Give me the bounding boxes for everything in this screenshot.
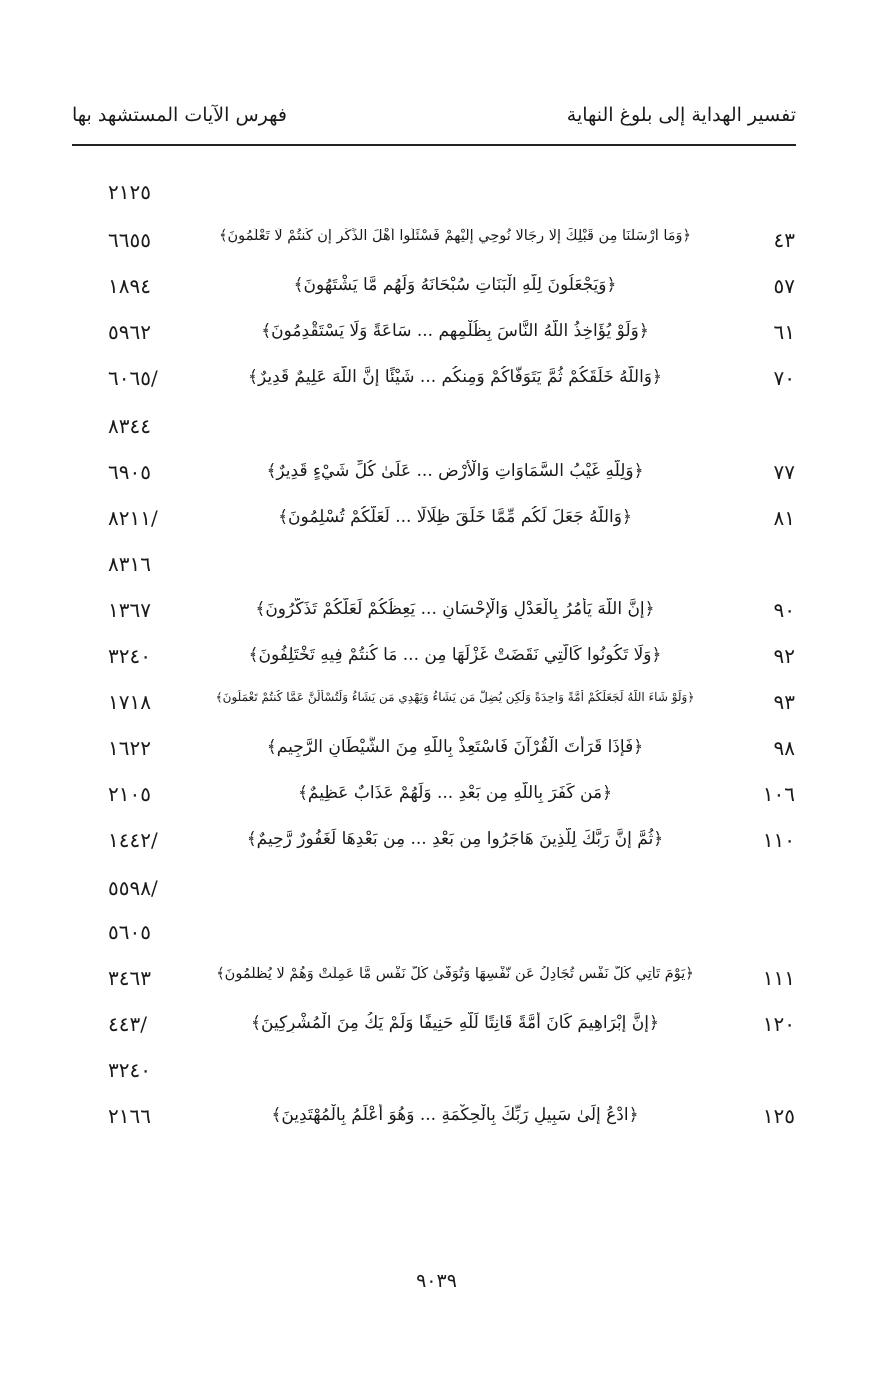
page-reference: ١٣٦٧: [108, 598, 151, 622]
page-reference: /١٤٤٢: [108, 828, 158, 852]
page-reference: ٥٦٠٥: [108, 920, 151, 944]
index-row: [0, 1012, 873, 1046]
index-row: [0, 1058, 873, 1092]
index-row: [0, 274, 873, 308]
index-row: [0, 1104, 873, 1138]
verse-text: ﴿وَيَجْعَلُونَ لِلَّهِ الْبَنَاتِ سُبْحَانَهُ وَلَهُم مَّا يَشْتَهُونَ﴾: [293, 275, 617, 295]
page-reference: ٨٣١٦: [108, 552, 151, 576]
verse-number: ٩٠: [773, 598, 795, 622]
running-header: [72, 104, 796, 134]
page-reference: ٨٣٤٤: [108, 414, 151, 438]
verse-text: ﴿وَاللَّهُ جَعَلَ لَكُم مِّمَّا خَلَقَ ظِلَالًا ... لَعَلَّكُمْ تُسْلِمُونَ﴾: [278, 507, 632, 527]
verse-text: ﴿وَلِلَّهِ غَيْبُ السَّمَاوَاتِ وَالْأَرْضِ ... عَلَىٰ كُلِّ شَيْءٍ قَدِيرٌ﴾: [266, 461, 644, 481]
index-row: [0, 736, 873, 770]
page-reference: /٦٠٦٥: [108, 366, 158, 390]
verse-number: ١١١: [762, 966, 795, 990]
verse-text: ﴿مَن كَفَرَ بِاللَّهِ مِن بَعْدِ ... وَلَهُمْ عَذَابٌ عَظِيمٌ﴾: [297, 783, 613, 803]
page-reference: ٥٩٦٢: [108, 320, 151, 344]
verse-text: ﴿وَلَوْ شَاءَ اللَّهُ لَجَعَلَكُمْ أُمَّةً وَاحِدَةً وَلَٰكِن يُضِلُّ مَن يَشَاءُ وَيَهْدِي مَن يَشَاءُ وَلَتُسْأَلُنَّ عَمَّا كُنتُمْ تَعْمَلُونَ﴾: [215, 690, 695, 704]
page-reference: /٤٤٣: [108, 1012, 147, 1036]
index-row: [0, 552, 873, 586]
verse-text: ﴿وَمَا أَرْسَلْنَا مِن قَبْلِكَ إِلَّا رِجَالًا نُوحِي إِلَيْهِمْ فَسْئَلُوا أَهْلَ الذِّكْرِ إِن كُنتُمْ لَا تَعْلَمُونَ﴾: [218, 228, 692, 244]
page-reference: ٢١٢٥: [108, 180, 151, 204]
page-reference: ٦٩٠٥: [108, 460, 151, 484]
page-reference: ١٦٢٢: [108, 736, 151, 760]
verse-number: ٩٨: [773, 736, 795, 760]
header-rule: [72, 144, 796, 146]
index-row: [0, 920, 873, 954]
page-number: ٩٠٣٩: [416, 1270, 457, 1292]
index-row: [0, 366, 873, 400]
index-row: [0, 644, 873, 678]
index-row: [0, 828, 873, 862]
verse-number: ١٠٦: [762, 782, 795, 806]
verse-number: ٦١: [773, 320, 795, 344]
book-title: تفسير الهداية إلى بلوغ النهاية: [566, 104, 796, 126]
page-reference: ٦٦٥٥: [108, 228, 151, 252]
page-reference: ٢١٠٥: [108, 782, 151, 806]
section-title: فهرس الآيات المستشهد بها: [72, 104, 287, 126]
verse-number: ٨١: [773, 506, 795, 530]
index-row: [0, 228, 873, 262]
verse-number: ١١٠: [762, 828, 795, 852]
page-reference: ٢١٦٦: [108, 1104, 151, 1128]
verse-text: ﴿ثُمَّ إِنَّ رَبَّكَ لِلَّذِينَ هَاجَرُوا مِن بَعْدِ ... مِن بَعْدِهَا لَغَفُورٌ رَّحِيمٌ﴾: [246, 829, 664, 849]
verse-text: ﴿إِنَّ إِبْرَاهِيمَ كَانَ أُمَّةً قَانِتًا لِّلَّهِ حَنِيفًا وَلَمْ يَكُ مِنَ الْمُشْرِكِينَ﴾: [251, 1013, 659, 1033]
verse-number: ١٢٠: [762, 1012, 795, 1036]
index-row: [0, 320, 873, 354]
index-row: [0, 460, 873, 494]
verse-text: ﴿وَلَا تَكُونُوا كَالَّتِي نَقَضَتْ غَزْلَهَا مِن ... مَا كُنتُمْ فِيهِ تَخْتَلِفُونَ﴾: [248, 645, 662, 665]
index-row: [0, 782, 873, 816]
page-reference: /٨٢١١: [108, 506, 158, 530]
index-row: [0, 506, 873, 540]
verse-text: ﴿إِنَّ اللَّهَ يَأْمُرُ بِالْعَدْلِ وَالْإِحْسَانِ ... يَعِظُكُمْ لَعَلَّكُمْ تَذَكَّرُونَ﴾: [255, 599, 655, 619]
page-reference: ٣٤٦٣: [108, 966, 151, 990]
index-row: [0, 966, 873, 1000]
page-reference: ١٧١٨: [108, 690, 151, 714]
page-reference: ٣٢٤٠: [108, 1058, 151, 1082]
verse-number: ٤٣: [773, 228, 795, 252]
verse-text: ﴿وَلَوْ يُؤَاخِذُ اللَّهُ النَّاسَ بِظُلْمِهِم ... سَاعَةً وَلَا يَسْتَقْدِمُونَ﴾: [261, 321, 649, 341]
verse-text: ﴿فَإِذَا قَرَأْتَ الْقُرْآنَ فَاسْتَعِذْ بِاللَّهِ مِنَ الشَّيْطَانِ الرَّجِيمِ﴾: [266, 737, 644, 757]
index-row: [0, 180, 873, 214]
verse-number: ٩٢: [773, 644, 795, 668]
index-row: [0, 598, 873, 632]
page-reference: /٥٥٩٨: [108, 876, 158, 900]
verse-text: ﴿يَوْمَ تَأْتِي كُلُّ نَفْسٍ تُجَادِلُ عَن نَّفْسِهَا وَتُوَفَّىٰ كُلُّ نَفْسٍ مَّا عَمِلَتْ وَهُمْ لَا يُظْلَمُونَ﴾: [216, 966, 694, 982]
verse-text: ﴿ادْعُ إِلَىٰ سَبِيلِ رَبِّكَ بِالْحِكْمَةِ ... وَهُوَ أَعْلَمُ بِالْمُهْتَدِينَ﴾: [271, 1105, 639, 1125]
verse-number: ١٢٥: [762, 1104, 795, 1128]
verse-text: ﴿وَاللَّهُ خَلَقَكُمْ ثُمَّ يَتَوَفَّاكُمْ وَمِنكُم ... شَيْئًا إِنَّ اللَّهَ عَلِيمٌ قَدِيرٌ﴾: [248, 367, 662, 387]
page-reference: ٣٢٤٠: [108, 644, 151, 668]
verse-number: ٧٠: [773, 366, 795, 390]
index-row: [0, 414, 873, 448]
verse-number: ٩٣: [773, 690, 795, 714]
index-row: [0, 690, 873, 724]
verse-number: ٧٧: [773, 460, 795, 484]
index-row: [0, 876, 873, 910]
page-reference: ١٨٩٤: [108, 274, 151, 298]
verse-number: ٥٧: [773, 274, 795, 298]
